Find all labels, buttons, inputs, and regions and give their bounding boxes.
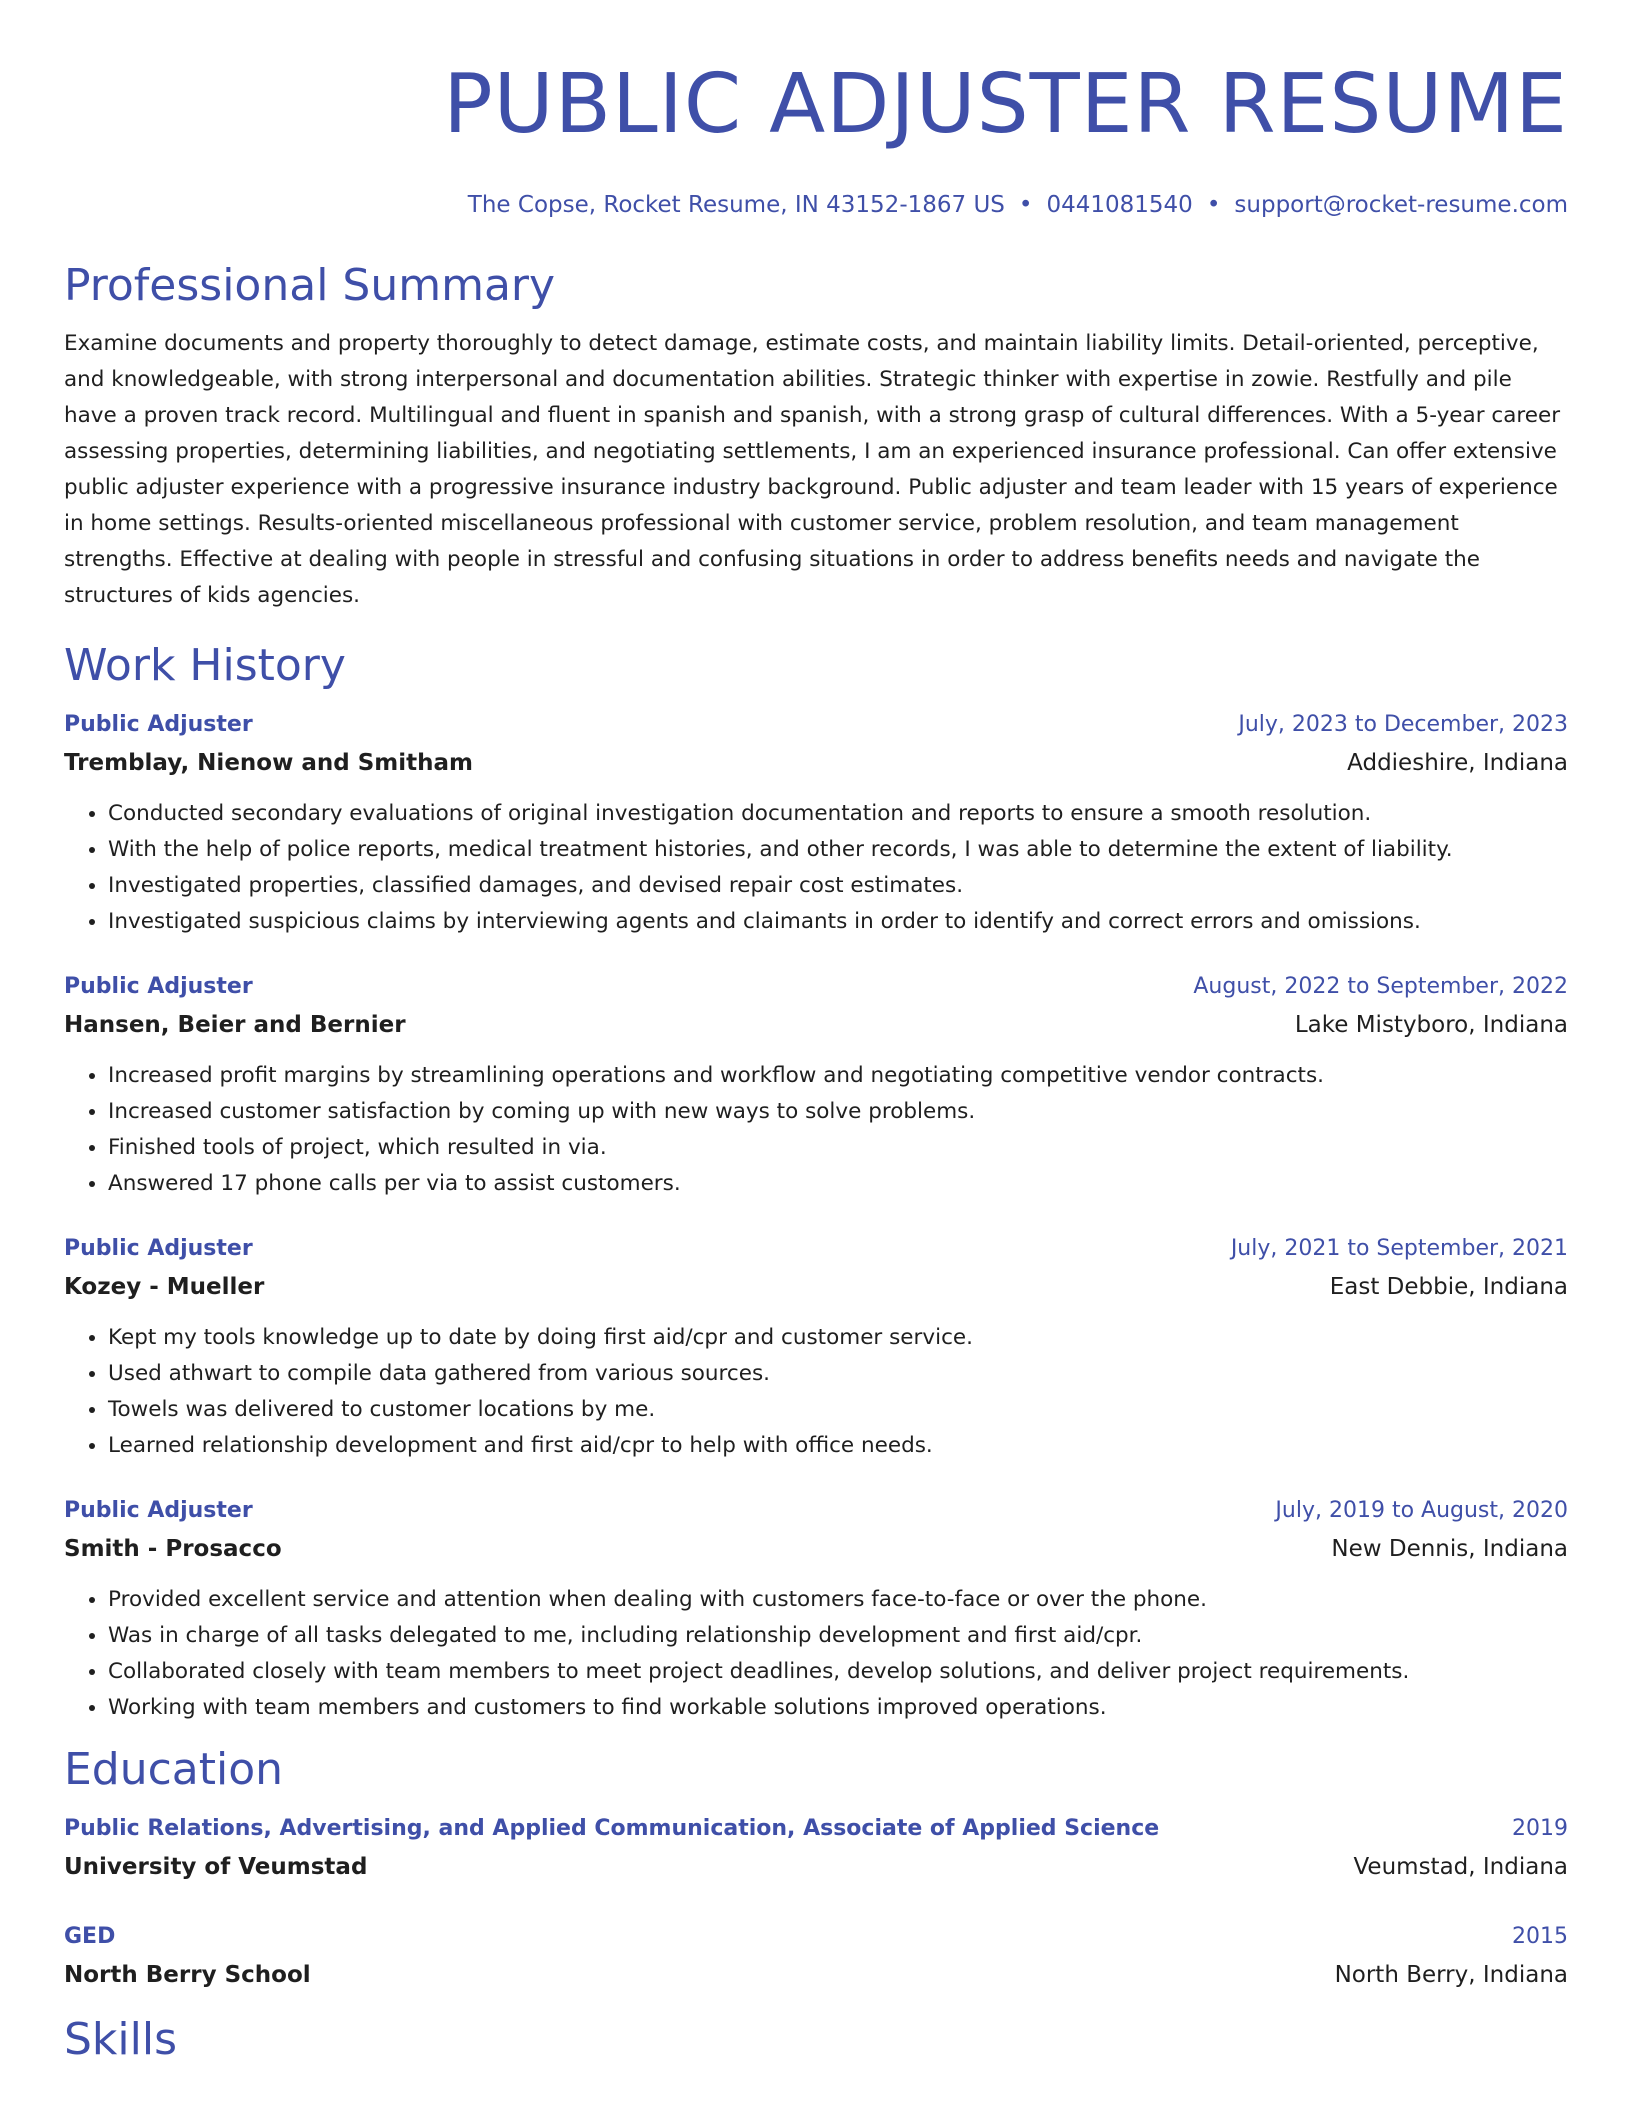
summary-heading: Professional Summary	[64, 260, 556, 311]
job-company: Kozey - Mueller	[64, 1274, 265, 1300]
job-bullet: • Investigated suspicious claims by interviewing agents and claimants in order to identify and correct errors and omissions.	[108, 904, 1568, 940]
job-bullet: • Conducted secondary evaluations of original investigation documentation and reports to ensure a smooth resolution.	[108, 796, 1568, 832]
skills-section	[64, 2014, 1568, 2066]
contact-email: support@rocket-resume.com	[1234, 192, 1568, 218]
job-company: Tremblay, Nienow and Smitham	[64, 750, 473, 776]
contact-address: The Copse, Rocket Resume, IN 43152-1867 US	[467, 192, 1005, 218]
job-entry	[64, 1230, 1568, 1464]
education-entry	[64, 1810, 1568, 1886]
education-school: North Berry School	[64, 1962, 311, 1988]
contact-phone: 0441081540	[1046, 192, 1193, 218]
education-school: University of Veumstad	[64, 1854, 368, 1880]
job-bullet: • Working with team members and customers to find workable solutions improved operations.	[108, 1690, 1568, 1726]
job-bullets	[64, 1058, 1568, 1202]
job-entry	[64, 968, 1568, 1202]
skills-heading: Skills	[64, 2014, 178, 2065]
summary-section	[64, 260, 1568, 614]
work-history-section	[64, 640, 1568, 1726]
education-section	[64, 1744, 1568, 1994]
job-bullet: • Investigated properties, classified damages, and devised repair cost estimates.	[108, 868, 1568, 904]
job-bullet: • With the help of police reports, medical treatment histories, and other records, I was able to determine the extent of liability.	[108, 832, 1568, 868]
job-dates: August, 2022 to September, 2022	[1193, 974, 1568, 999]
education-degree: Public Relations, Advertising, and Applied Communication, Associate of Applied Science	[64, 1816, 1160, 1841]
job-location: East Debbie, Indiana	[1329, 1274, 1568, 1300]
education-location: Veumstad, Indiana	[1353, 1854, 1568, 1880]
job-dates: July, 2023 to December, 2023	[1238, 712, 1568, 737]
job-dates: July, 2021 to September, 2021	[1230, 1236, 1568, 1261]
job-bullet: • Towels was delivered to customer locations by me.	[108, 1392, 1568, 1428]
job-role: Public Adjuster	[64, 1498, 253, 1523]
job-location: Lake Mistyboro, Indiana	[1294, 1012, 1568, 1038]
contact-line	[64, 190, 1568, 220]
job-entry	[64, 1492, 1568, 1726]
job-company: Smith - Prosacco	[64, 1536, 282, 1562]
job-dates: July, 2019 to August, 2020	[1275, 1498, 1568, 1523]
job-bullet: • Finished tools of project, which resulted in via.	[108, 1130, 1568, 1166]
education-heading: Education	[64, 1744, 284, 1795]
job-role: Public Adjuster	[64, 1236, 253, 1261]
contact-separator: •	[1206, 192, 1221, 218]
education-location: North Berry, Indiana	[1334, 1962, 1568, 1988]
job-role: Public Adjuster	[64, 974, 253, 999]
job-role: Public Adjuster	[64, 712, 253, 737]
job-location: New Dennis, Indiana	[1331, 1536, 1568, 1562]
job-bullet: • Was in charge of all tasks delegated to me, including relationship development and first aid/cpr.	[108, 1618, 1568, 1654]
resume-title: PUBLIC ADJUSTER RESUME	[443, 57, 1568, 152]
job-bullet: • Used athwart to compile data gathered from various sources.	[108, 1356, 1568, 1392]
job-bullet: • Increased profit margins by streamlining operations and workflow and negotiating competitive vendor contracts.	[108, 1058, 1568, 1094]
education-degree: GED	[64, 1924, 116, 1949]
work-history-heading: Work History	[64, 640, 346, 691]
job-location: Addieshire, Indiana	[1347, 750, 1568, 776]
job-bullet: • Learned relationship development and first aid/cpr to help with office needs.	[108, 1428, 1568, 1464]
job-bullet: • Increased customer satisfaction by coming up with new ways to solve problems.	[108, 1094, 1568, 1130]
job-company: Hansen, Beier and Bernier	[64, 1012, 406, 1038]
job-bullets	[64, 1582, 1568, 1726]
education-year: 2019	[1512, 1816, 1568, 1841]
job-entry	[64, 706, 1568, 940]
job-bullet: • Provided excellent service and attention when dealing with customers face-to-face or over the phone.	[108, 1582, 1568, 1618]
job-bullet: • Answered 17 phone calls per via to assist customers.	[108, 1166, 1568, 1202]
education-entry	[64, 1918, 1568, 1994]
job-bullet: • Kept my tools knowledge up to date by doing first aid/cpr and customer service.	[108, 1320, 1568, 1356]
education-year: 2015	[1512, 1924, 1568, 1949]
summary-text: Examine documents and property thoroughly to detect damage, estimate costs, and maintain liability limits. Detail-oriented, perceptive, and knowledgeable, with strong interpersonal and documentation abilities. Strategic thinker with expertise in zowie. Restfully and pile have a proven track record. Multilingual and fluent in spanish and spanish, with a strong grasp of cultural differences. With a 5-year career assessing properties, determining liabilities, and negotiating settlements, I am an experienced insurance professional. Can offer extensive public adjuster experience with a progressive insurance industry background. Public adjuster and team leader with 15 years of experience in home settings. Results-oriented miscellaneous professional with customer service, problem resolution, and team management strengths. Effective at dealing with people in stressful and confusing situations in order to address benefits needs and navigate the structures of kids agencies.	[64, 331, 1561, 608]
resume-header	[64, 57, 1568, 220]
contact-separator: •	[1018, 192, 1033, 218]
job-bullets	[64, 796, 1568, 940]
job-bullet: • Collaborated closely with team members to meet project deadlines, develop solutions, and deliver project requirements.	[108, 1654, 1568, 1690]
job-bullets	[64, 1320, 1568, 1464]
